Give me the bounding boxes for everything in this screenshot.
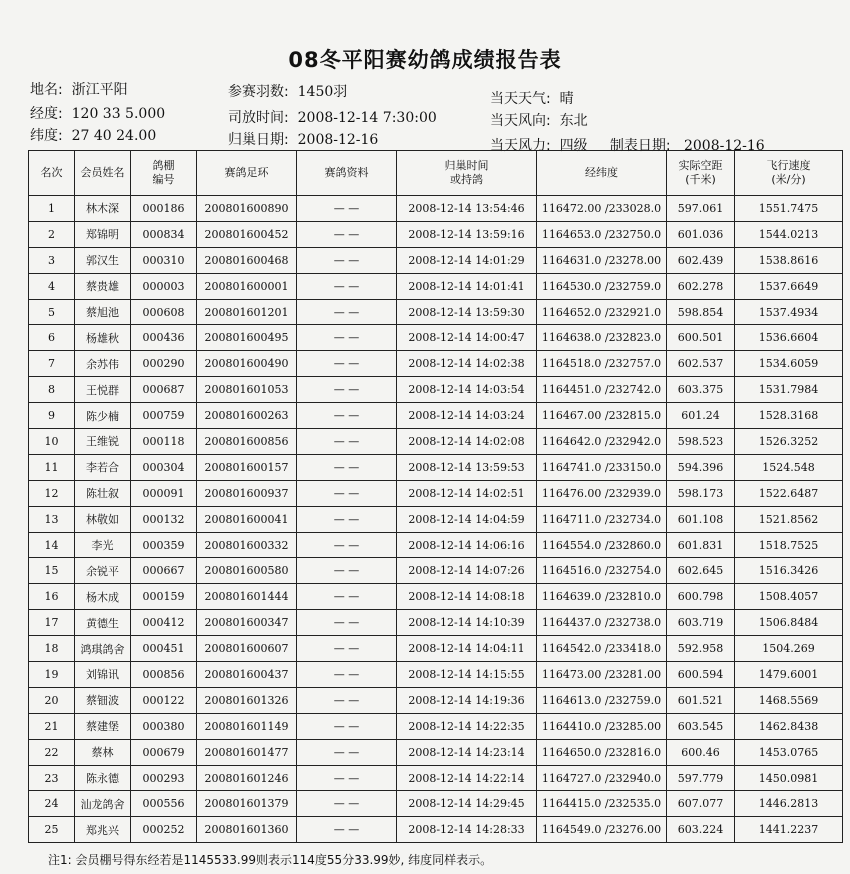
ring-cell: 200801600332	[197, 532, 297, 558]
coord-cell: 1164650.0 /232816.0	[537, 739, 667, 765]
loft-cell: 000132	[131, 506, 197, 532]
table-header	[29, 151, 843, 196]
info-cell: — —	[297, 247, 397, 273]
distance-cell: 603.545	[667, 713, 735, 739]
table-body	[29, 196, 843, 843]
info-cell: — —	[297, 196, 397, 222]
speed-cell: 1516.3426	[735, 558, 843, 584]
rank-cell: 10	[29, 429, 75, 455]
distance-cell: 597.779	[667, 765, 735, 791]
name-cell: 刘锦讯	[75, 662, 131, 688]
ring-cell: 200801600890	[197, 196, 297, 222]
speed-cell: 1537.6649	[735, 273, 843, 299]
info-cell: — —	[297, 636, 397, 662]
rank-cell: 1	[29, 196, 75, 222]
count-value: 1450羽	[297, 84, 348, 100]
time-cell: 2008-12-14 14:02:38	[397, 351, 537, 377]
weather-value: 晴	[559, 91, 574, 107]
coord-cell: 1164631.0 /23278.00	[537, 247, 667, 273]
location-row	[30, 79, 128, 99]
name-cell: 王维锐	[75, 429, 131, 455]
ring-cell: 200801601379	[197, 791, 297, 817]
speed-cell: 1462.8438	[735, 713, 843, 739]
info-cell: — —	[297, 403, 397, 429]
ring-cell: 200801601326	[197, 687, 297, 713]
time-cell: 2008-12-14 13:54:46	[397, 196, 537, 222]
time-cell: 2008-12-14 14:00:47	[397, 325, 537, 351]
table-row	[29, 791, 843, 817]
rank-cell: 11	[29, 454, 75, 480]
ring-cell: 200801601149	[197, 713, 297, 739]
time-cell: 2008-12-14 14:19:36	[397, 687, 537, 713]
longitude-value: 120 33 5.000	[71, 106, 166, 122]
name-cell: 余锐平	[75, 558, 131, 584]
coord-cell: 1164410.0 /23285.00	[537, 713, 667, 739]
coord-cell: 1164653.0 /232750.0	[537, 221, 667, 247]
loft-cell: 000687	[131, 377, 197, 403]
table-row	[29, 403, 843, 429]
loft-cell: 000451	[131, 636, 197, 662]
loft-cell: 000310	[131, 247, 197, 273]
return-label: 归巢日期:	[228, 132, 289, 148]
coord-cell: 1164415.0 /232535.0	[537, 791, 667, 817]
loft-cell: 000856	[131, 662, 197, 688]
name-cell: 蔡钿波	[75, 687, 131, 713]
loft-cell: 000679	[131, 739, 197, 765]
loft-cell: 000290	[131, 351, 197, 377]
speed-cell: 1522.6487	[735, 480, 843, 506]
info-cell: — —	[297, 687, 397, 713]
time-cell: 2008-12-14 14:22:35	[397, 713, 537, 739]
coord-cell: 1164518.0 /232757.0	[537, 351, 667, 377]
coord-cell: 1164451.0 /232742.0	[537, 377, 667, 403]
speed-cell: 1536.6604	[735, 325, 843, 351]
info-cell: — —	[297, 765, 397, 791]
ring-cell: 200801600437	[197, 662, 297, 688]
coord-cell: 1164711.0 /232734.0	[537, 506, 667, 532]
time-cell: 2008-12-14 14:06:16	[397, 532, 537, 558]
table-row	[29, 221, 843, 247]
table-row	[29, 506, 843, 532]
name-cell: 黄德生	[75, 610, 131, 636]
table-row	[29, 636, 843, 662]
distance-cell: 601.036	[667, 221, 735, 247]
table-row	[29, 687, 843, 713]
ring-cell: 200801600157	[197, 454, 297, 480]
header-distance: 实际空距 (千米)	[667, 151, 735, 196]
coord-cell: 1164542.0 /233418.0	[537, 636, 667, 662]
coord-cell: 1164437.0 /232738.0	[537, 610, 667, 636]
speed-cell: 1508.4057	[735, 584, 843, 610]
location-value: 浙江平阳	[71, 82, 128, 98]
loft-cell: 000412	[131, 610, 197, 636]
info-cell: — —	[297, 480, 397, 506]
rank-cell: 7	[29, 351, 75, 377]
coord-cell: 1164727.0 /232940.0	[537, 765, 667, 791]
header-arrival-time: 归巢时间 或持鸽	[397, 151, 537, 196]
latitude-label: 纬度:	[30, 128, 63, 144]
name-cell: 蔡旭池	[75, 299, 131, 325]
report-title: 08冬平阳赛幼鸽成绩报告表	[288, 48, 562, 72]
table-row	[29, 429, 843, 455]
time-cell: 2008-12-14 14:04:11	[397, 636, 537, 662]
rank-cell: 6	[29, 325, 75, 351]
ring-cell: 200801600937	[197, 480, 297, 506]
longitude-label: 经度:	[30, 106, 63, 122]
rank-cell: 25	[29, 817, 75, 843]
info-cell: — —	[297, 273, 397, 299]
loft-cell: 000556	[131, 791, 197, 817]
speed-cell: 1551.7475	[735, 196, 843, 222]
wind-force-value: 四级	[559, 138, 588, 154]
info-cell: — —	[297, 377, 397, 403]
table-row	[29, 299, 843, 325]
time-cell: 2008-12-14 14:07:26	[397, 558, 537, 584]
speed-cell: 1524.548	[735, 454, 843, 480]
coord-cell: 116473.00 /23281.00	[537, 662, 667, 688]
ring-cell: 200801601053	[197, 377, 297, 403]
rank-cell: 8	[29, 377, 75, 403]
distance-cell: 602.537	[667, 351, 735, 377]
coord-cell: 1164530.0 /232759.0	[537, 273, 667, 299]
info-cell: — —	[297, 739, 397, 765]
return-row	[228, 129, 378, 149]
notes	[48, 852, 492, 868]
table-row	[29, 273, 843, 299]
ring-cell: 200801600001	[197, 273, 297, 299]
latitude-row	[30, 125, 156, 145]
loft-cell: 000122	[131, 687, 197, 713]
loft-cell: 000834	[131, 221, 197, 247]
rank-cell: 18	[29, 636, 75, 662]
header-loft-id: 鸽棚 编号	[131, 151, 197, 196]
speed-cell: 1518.7525	[735, 532, 843, 558]
count-row	[228, 81, 347, 101]
info-cell: — —	[297, 532, 397, 558]
speed-cell: 1544.0213	[735, 221, 843, 247]
table-row	[29, 454, 843, 480]
info-cell: — —	[297, 454, 397, 480]
ring-cell: 200801600856	[197, 429, 297, 455]
info-cell: — —	[297, 429, 397, 455]
loft-cell: 000667	[131, 558, 197, 584]
speed-cell: 1528.3168	[735, 403, 843, 429]
distance-cell: 600.46	[667, 739, 735, 765]
name-cell: 杨雄秋	[75, 325, 131, 351]
coord-cell: 1164554.0 /232860.0	[537, 532, 667, 558]
table-row	[29, 662, 843, 688]
name-cell: 郑锦明	[75, 221, 131, 247]
info-cell: — —	[297, 325, 397, 351]
location-label: 地名:	[30, 82, 63, 98]
rank-cell: 23	[29, 765, 75, 791]
distance-cell: 603.224	[667, 817, 735, 843]
distance-cell: 601.521	[667, 687, 735, 713]
release-label: 司放时间:	[228, 110, 289, 126]
time-cell: 2008-12-14 14:04:59	[397, 506, 537, 532]
loft-cell: 000091	[131, 480, 197, 506]
name-cell: 林敬如	[75, 506, 131, 532]
rank-cell: 3	[29, 247, 75, 273]
name-cell: 汕龙鸽舍	[75, 791, 131, 817]
ring-cell: 200801600347	[197, 610, 297, 636]
speed-cell: 1441.2237	[735, 817, 843, 843]
loft-cell: 000380	[131, 713, 197, 739]
loft-cell: 000304	[131, 454, 197, 480]
time-cell: 2008-12-14 13:59:53	[397, 454, 537, 480]
loft-cell: 000252	[131, 817, 197, 843]
ring-cell: 200801601246	[197, 765, 297, 791]
name-cell: 余苏伟	[75, 351, 131, 377]
name-cell: 陈壮叙	[75, 480, 131, 506]
info-cell: — —	[297, 506, 397, 532]
name-cell: 杨木成	[75, 584, 131, 610]
header-coordinates: 经纬度	[537, 151, 667, 196]
header-ring-number: 赛鸽足环	[197, 151, 297, 196]
rank-cell: 22	[29, 739, 75, 765]
name-cell: 蔡林	[75, 739, 131, 765]
table-row	[29, 817, 843, 843]
distance-cell: 598.523	[667, 429, 735, 455]
return-value: 2008-12-16	[297, 132, 379, 148]
distance-cell: 601.108	[667, 506, 735, 532]
speed-cell: 1446.2813	[735, 791, 843, 817]
ring-cell: 200801601360	[197, 817, 297, 843]
ring-cell: 200801601477	[197, 739, 297, 765]
rank-cell: 20	[29, 687, 75, 713]
distance-cell: 607.077	[667, 791, 735, 817]
ring-cell: 200801600495	[197, 325, 297, 351]
info-cell: — —	[297, 558, 397, 584]
coord-cell: 1164642.0 /232942.0	[537, 429, 667, 455]
note-1: 注1: 会员棚号得东经若是1145533.99则表示114度55分33.99妙, 纬度同样表示。	[48, 853, 493, 867]
rank-cell: 17	[29, 610, 75, 636]
time-cell: 2008-12-14 14:01:29	[397, 247, 537, 273]
speed-cell: 1479.6001	[735, 662, 843, 688]
table-row	[29, 584, 843, 610]
time-cell: 2008-12-14 14:15:55	[397, 662, 537, 688]
loft-cell: 000118	[131, 429, 197, 455]
distance-cell: 600.798	[667, 584, 735, 610]
name-cell: 李若合	[75, 454, 131, 480]
coord-cell: 1164639.0 /232810.0	[537, 584, 667, 610]
rank-cell: 12	[29, 480, 75, 506]
name-cell: 林木深	[75, 196, 131, 222]
table-row	[29, 713, 843, 739]
results-table	[28, 150, 843, 843]
table-date-label: 制表日期:	[609, 138, 671, 154]
time-cell: 2008-12-14 13:59:30	[397, 299, 537, 325]
ring-cell: 200801600041	[197, 506, 297, 532]
time-cell: 2008-12-14 14:02:51	[397, 480, 537, 506]
table-row	[29, 196, 843, 222]
distance-cell: 601.831	[667, 532, 735, 558]
table-row	[29, 480, 843, 506]
table-row	[29, 377, 843, 403]
table-row	[29, 610, 843, 636]
name-cell: 郭汉生	[75, 247, 131, 273]
coord-cell: 116467.00 /232815.0	[537, 403, 667, 429]
ring-cell: 200801601201	[197, 299, 297, 325]
rank-cell: 2	[29, 221, 75, 247]
ring-cell: 200801600468	[197, 247, 297, 273]
name-cell: 蔡建堡	[75, 713, 131, 739]
table-row	[29, 247, 843, 273]
speed-cell: 1521.8562	[735, 506, 843, 532]
loft-cell: 000359	[131, 532, 197, 558]
time-cell: 2008-12-14 14:10:39	[397, 610, 537, 636]
coord-cell: 1164638.0 /232823.0	[537, 325, 667, 351]
latitude-value: 27 40 24.00	[71, 128, 157, 144]
count-label: 参赛羽数:	[228, 84, 289, 100]
name-cell: 陈少楠	[75, 403, 131, 429]
rank-cell: 9	[29, 403, 75, 429]
time-cell: 2008-12-14 14:01:41	[397, 273, 537, 299]
info-cell: — —	[297, 584, 397, 610]
coord-cell: 116472.00 /233028.0	[537, 196, 667, 222]
table-row	[29, 325, 843, 351]
distance-cell: 592.958	[667, 636, 735, 662]
time-cell: 2008-12-14 14:29:45	[397, 791, 537, 817]
name-cell: 王悦群	[75, 377, 131, 403]
ring-cell: 200801600263	[197, 403, 297, 429]
header-member-name: 会员姓名	[75, 151, 131, 196]
coord-cell: 1164741.0 /233150.0	[537, 454, 667, 480]
speed-cell: 1506.8484	[735, 610, 843, 636]
rank-cell: 16	[29, 584, 75, 610]
table-row	[29, 351, 843, 377]
rank-cell: 24	[29, 791, 75, 817]
release-value: 2008-12-14 7:30:00	[297, 110, 437, 126]
speed-cell: 1538.8616	[735, 247, 843, 273]
coord-cell: 1164652.0 /232921.0	[537, 299, 667, 325]
distance-cell: 600.501	[667, 325, 735, 351]
coord-cell: 1164549.0 /23276.00	[537, 817, 667, 843]
ring-cell: 200801600607	[197, 636, 297, 662]
speed-cell: 1504.269	[735, 636, 843, 662]
header-pigeon-info: 赛鸽资料	[297, 151, 397, 196]
info-cell: — —	[297, 713, 397, 739]
wind-direction-value: 东北	[559, 113, 588, 129]
rank-cell: 14	[29, 532, 75, 558]
loft-cell: 000608	[131, 299, 197, 325]
name-cell: 郑兆兴	[75, 817, 131, 843]
info-cell: — —	[297, 610, 397, 636]
ring-cell: 200801600452	[197, 221, 297, 247]
name-cell: 李光	[75, 532, 131, 558]
time-cell: 2008-12-14 14:23:14	[397, 739, 537, 765]
loft-cell: 000759	[131, 403, 197, 429]
info-cell: — —	[297, 299, 397, 325]
name-cell: 蔡贵雄	[75, 273, 131, 299]
wind-direction-label: 当天风向:	[490, 113, 551, 129]
speed-cell: 1537.4934	[735, 299, 843, 325]
distance-cell: 597.061	[667, 196, 735, 222]
rank-cell: 5	[29, 299, 75, 325]
coord-cell: 116476.00 /232939.0	[537, 480, 667, 506]
time-cell: 2008-12-14 14:02:08	[397, 429, 537, 455]
speed-cell: 1531.7984	[735, 377, 843, 403]
rank-cell: 4	[29, 273, 75, 299]
weather-label: 当天天气:	[490, 91, 551, 107]
info-cell: — —	[297, 221, 397, 247]
weather-row	[490, 88, 574, 108]
time-cell: 2008-12-14 14:22:14	[397, 765, 537, 791]
rank-cell: 13	[29, 506, 75, 532]
release-row	[228, 107, 437, 127]
rank-cell: 21	[29, 713, 75, 739]
distance-cell: 602.439	[667, 247, 735, 273]
wind-force-label: 当天风力:	[490, 138, 551, 154]
time-cell: 2008-12-14 14:03:54	[397, 377, 537, 403]
loft-cell: 000159	[131, 584, 197, 610]
loft-cell: 000293	[131, 765, 197, 791]
name-cell: 鸿琪鸽舍	[75, 636, 131, 662]
distance-cell: 602.278	[667, 273, 735, 299]
speed-cell: 1453.0765	[735, 739, 843, 765]
info-cell: — —	[297, 817, 397, 843]
info-cell: — —	[297, 351, 397, 377]
info-cell: — —	[297, 662, 397, 688]
distance-cell: 600.594	[667, 662, 735, 688]
speed-cell: 1526.3252	[735, 429, 843, 455]
loft-cell: 000003	[131, 273, 197, 299]
time-cell: 2008-12-14 14:03:24	[397, 403, 537, 429]
rank-cell: 15	[29, 558, 75, 584]
table-date-value: 2008-12-16	[683, 138, 765, 154]
time-cell: 2008-12-14 14:28:33	[397, 817, 537, 843]
longitude-row	[30, 103, 165, 123]
header-rank: 名次	[29, 151, 75, 196]
ring-cell: 200801600490	[197, 351, 297, 377]
coord-cell: 1164516.0 /232754.0	[537, 558, 667, 584]
coord-cell: 1164613.0 /232759.0	[537, 687, 667, 713]
distance-cell: 598.854	[667, 299, 735, 325]
table-row	[29, 558, 843, 584]
speed-cell: 1534.6059	[735, 351, 843, 377]
speed-cell: 1468.5569	[735, 687, 843, 713]
header-speed: 飞行速度 (米/分)	[735, 151, 843, 196]
loft-cell: 000186	[131, 196, 197, 222]
rank-cell: 19	[29, 662, 75, 688]
distance-cell: 601.24	[667, 403, 735, 429]
distance-cell: 603.719	[667, 610, 735, 636]
time-cell: 2008-12-14 13:59:16	[397, 221, 537, 247]
table-row	[29, 765, 843, 791]
distance-cell: 602.645	[667, 558, 735, 584]
speed-cell: 1450.0981	[735, 765, 843, 791]
distance-cell: 603.375	[667, 377, 735, 403]
distance-cell: 594.396	[667, 454, 735, 480]
wind-direction-row	[490, 110, 588, 130]
distance-cell: 598.173	[667, 480, 735, 506]
ring-cell: 200801600580	[197, 558, 297, 584]
time-cell: 2008-12-14 14:08:18	[397, 584, 537, 610]
loft-cell: 000436	[131, 325, 197, 351]
info-cell: — —	[297, 791, 397, 817]
ring-cell: 200801601444	[197, 584, 297, 610]
name-cell: 陈永德	[75, 765, 131, 791]
table-row	[29, 739, 843, 765]
table-row	[29, 532, 843, 558]
